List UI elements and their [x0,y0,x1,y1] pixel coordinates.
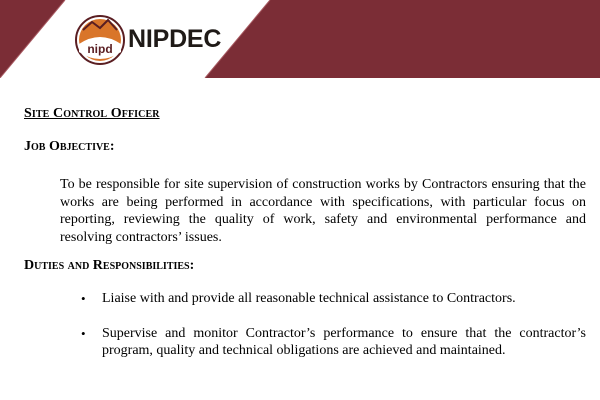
bullet-icon: • [81,291,86,306]
duty-item [24,325,586,360]
header-banner [0,0,600,78]
nipdec-logo-icon [76,16,124,64]
job-title: Site Control Officer [24,106,160,121]
banner-graphic [0,0,600,78]
logo-mark-text: nipd [87,42,113,56]
objective-paragraph: To be responsible for site supervision of construction works by Contractors ensuring that the works are being performed in accordance with specifications, with particular focus on reporting, reviewing the quality of work, safety and environmental performance and resolving contractors’ issues. [60,177,586,245]
duty-text: Supervise and monitor Contractor’s performance to ensure that the contractor’s program, quality and technical obligations are achieved and maintained. [102,325,586,358]
duty-item [24,290,586,308]
brand-name: NIPDEC [128,25,222,53]
duty-text: Liaise with and provide all reasonable technical assistance to Contractors. [102,291,516,306]
duties-heading: Duties and Responsibilities: [24,258,195,273]
duties-list [24,290,586,377]
objective-heading: Job Objective: [24,139,115,154]
bullet-icon: • [81,325,86,341]
